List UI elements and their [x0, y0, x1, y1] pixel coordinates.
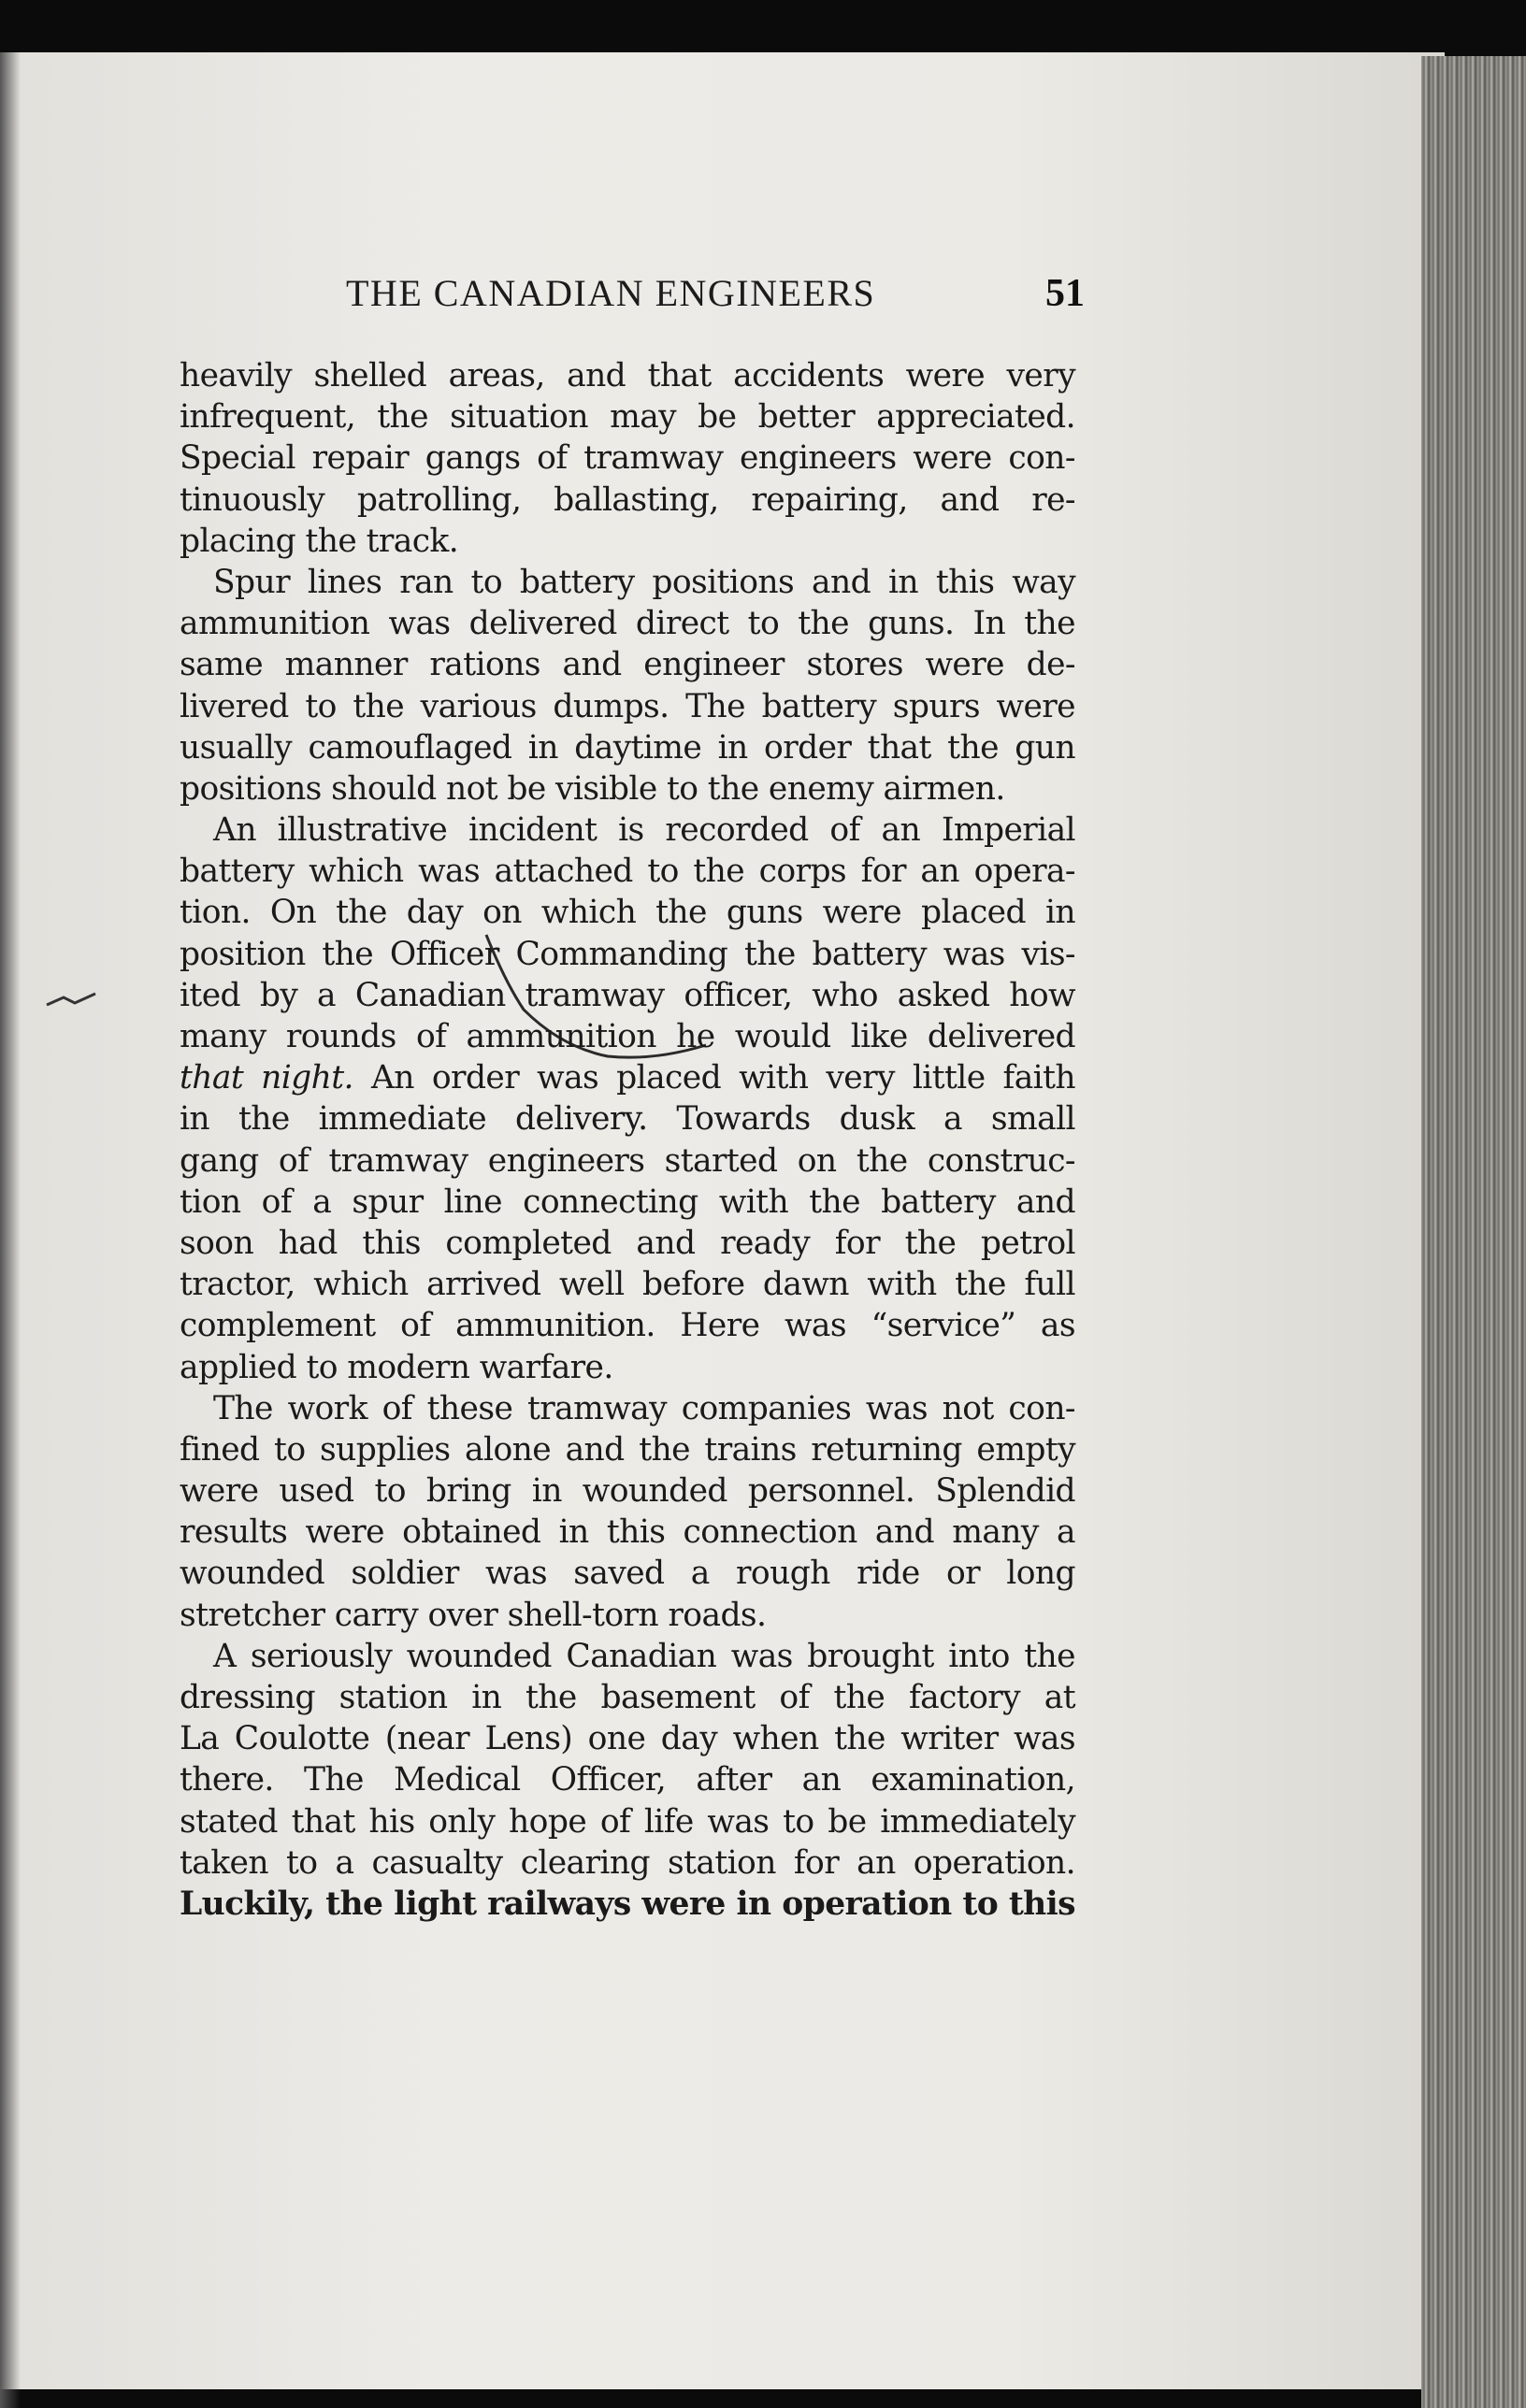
- text-line: results were obtained in this connection and many a: [180, 1513, 1075, 1552]
- text-line: battery which was attached to the corps for an opera-: [180, 853, 1075, 891]
- text-line: positions should not be visible to the enemy airmen.: [180, 769, 1005, 808]
- text-fragment: An order was placed with very little faith: [370, 1059, 1075, 1097]
- text-line: stretcher carry over shell-torn roads.: [180, 1596, 767, 1634]
- text-line: position the Officer Commanding the battery was vis-: [180, 935, 1075, 973]
- text-line: usually camouflaged in daytime in order that the gun: [180, 728, 1075, 767]
- text-line: soon had this completed and ready for the petrol: [180, 1224, 1075, 1262]
- page-number: 51: [1045, 272, 1085, 315]
- italic-phrase: that night.: [180, 1059, 353, 1097]
- text-line: placing the track.: [180, 522, 459, 560]
- page-header: [346, 271, 1085, 327]
- text-line: heavily shelled areas, and that accidents were very: [180, 357, 1075, 394]
- body-text: [180, 355, 1075, 1925]
- text-line: tractor, which arrived well before dawn with the full: [180, 1266, 1075, 1304]
- text-line: tion. On the day on which the guns were placed in: [180, 894, 1075, 932]
- text-line: infrequent, the situation may be better appreciated.: [180, 398, 1075, 437]
- text-line: in the immediate delivery. Towards dusk a small: [180, 1100, 1075, 1139]
- text-line: dressing station in the basement of the factory at: [180, 1679, 1075, 1716]
- text-line: taken to a casualty clearing station for an operation.: [180, 1843, 1075, 1882]
- text-line: there. The Medical Officer, after an examination,: [180, 1761, 1075, 1799]
- text-line: complement of ammunition. Here was “service” as: [180, 1307, 1075, 1345]
- page-edges: [1421, 56, 1526, 2408]
- text-line: A seriously wounded Canadian was brought into the: [213, 1637, 1075, 1675]
- text-line: ammunition was delivered direct to the guns. In the: [180, 605, 1075, 643]
- binding-shadow: [0, 52, 21, 2408]
- text-line: many rounds of ammunition he would like delivered: [180, 1018, 1075, 1055]
- text-line: Special repair gangs of tramway engineers were con-: [180, 439, 1075, 478]
- text-line: An illustrative incident is recorded of an Imperial: [213, 811, 1075, 850]
- text-line: Spur lines ran to battery positions and in this way: [213, 563, 1075, 601]
- text-line: Luckily, the light railways were in operation to this: [180, 1885, 1075, 1923]
- running-title: THE CANADIAN ENGINEERS: [346, 272, 876, 314]
- text-line: livered to the various dumps. The battery spurs were: [180, 687, 1075, 725]
- text-line: fined to supplies alone and the trains returning empty: [180, 1430, 1075, 1469]
- text-line: tinuously patrolling, ballasting, repairing, and re-: [180, 480, 1075, 519]
- text-line: The work of these tramway companies was not con-: [213, 1389, 1075, 1427]
- text-line: La Coulotte (near Lens) one day when the writer was: [180, 1720, 1075, 1758]
- text-line: [180, 1057, 1075, 1098]
- text-line: same manner rations and engineer stores were de-: [180, 646, 1075, 684]
- text-line: tion of a spur line connecting with the battery and: [180, 1182, 1075, 1221]
- text-line: wounded soldier was saved a rough ride or long: [180, 1555, 1075, 1593]
- text-line: were used to bring in wounded personnel. Splendid: [180, 1472, 1075, 1511]
- text-line: stated that his only hope of life was to be immediately: [180, 1802, 1075, 1841]
- text-line: gang of tramway engineers started on the construc-: [180, 1141, 1075, 1180]
- text-line: ited by a Canadian tramway officer, who asked how: [180, 976, 1075, 1014]
- text-line: applied to modern warfare.: [180, 1348, 613, 1386]
